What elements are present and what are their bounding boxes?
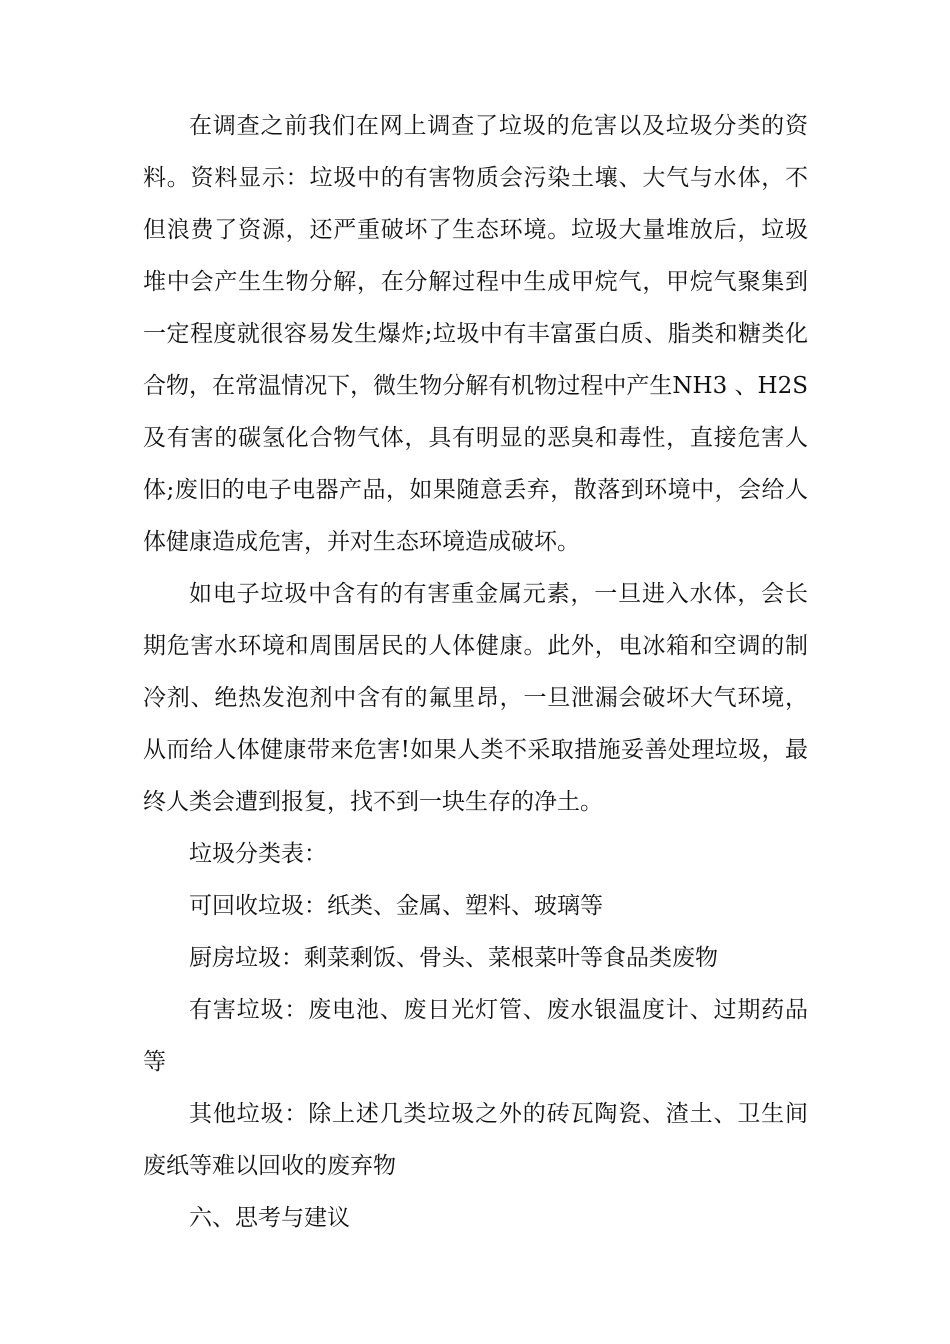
document-body [143,100,808,1244]
paragraph-garbage-hazards: 在调查之前我们在网上调查了垃圾的危害以及垃圾分类的资料。资料显示：垃圾中的有害物质会污染土壤、大气与水体，不但浪费了资源，还严重破坏了生态环境。垃圾大量堆放后，垃圾堆中会产生生物分解，在分解过程中生成甲烷气，甲烷气聚集到一定程度就很容易发生爆炸;垃圾中有丰富蛋白质、脂类和糖类化合物，在常温情况下，微生物分解有机物过程中产生NH3 、H2S 及有害的碳氢化合物气体，具有明显的恶臭和毒性，直接危害人体;废旧的电子电器产品，如果随意丢弃，散落到环境中，会给人体健康造成危害，并对生态环境造成破坏。 [143,113,808,555]
paragraph-recyclable: 可回收垃圾：纸类、金属、塑料、玻璃等 [189,893,603,919]
paragraph-electronic-waste: 如电子垃圾中含有的有害重金属元素，一旦进入水体，会长期危害水环境和周围居民的人体健康。此外，电冰箱和空调的制冷剂、绝热发泡剂中含有的氟里昂，一旦泄漏会破坏大气环境，从而给人体健康带来危害!如果人类不采取措施妥善处理垃圾，最终人类会遭到报复，找不到一块生存的净土。 [143,581,808,815]
section-heading-reflection: 六、思考与建议 [189,1205,350,1231]
paragraph-classification-heading: 垃圾分类表： [189,841,327,867]
paragraph-hazardous-waste: 有害垃圾：废电池、废日光灯管、废水银温度计、过期药品等 [143,997,808,1075]
paragraph-kitchen-waste: 厨房垃圾：剩菜剩饭、骨头、菜根菜叶等食品类废物 [189,945,718,971]
paragraph-other-waste: 其他垃圾：除上述几类垃圾之外的砖瓦陶瓷、渣土、卫生间废纸等难以回收的废弃物 [143,1101,808,1179]
